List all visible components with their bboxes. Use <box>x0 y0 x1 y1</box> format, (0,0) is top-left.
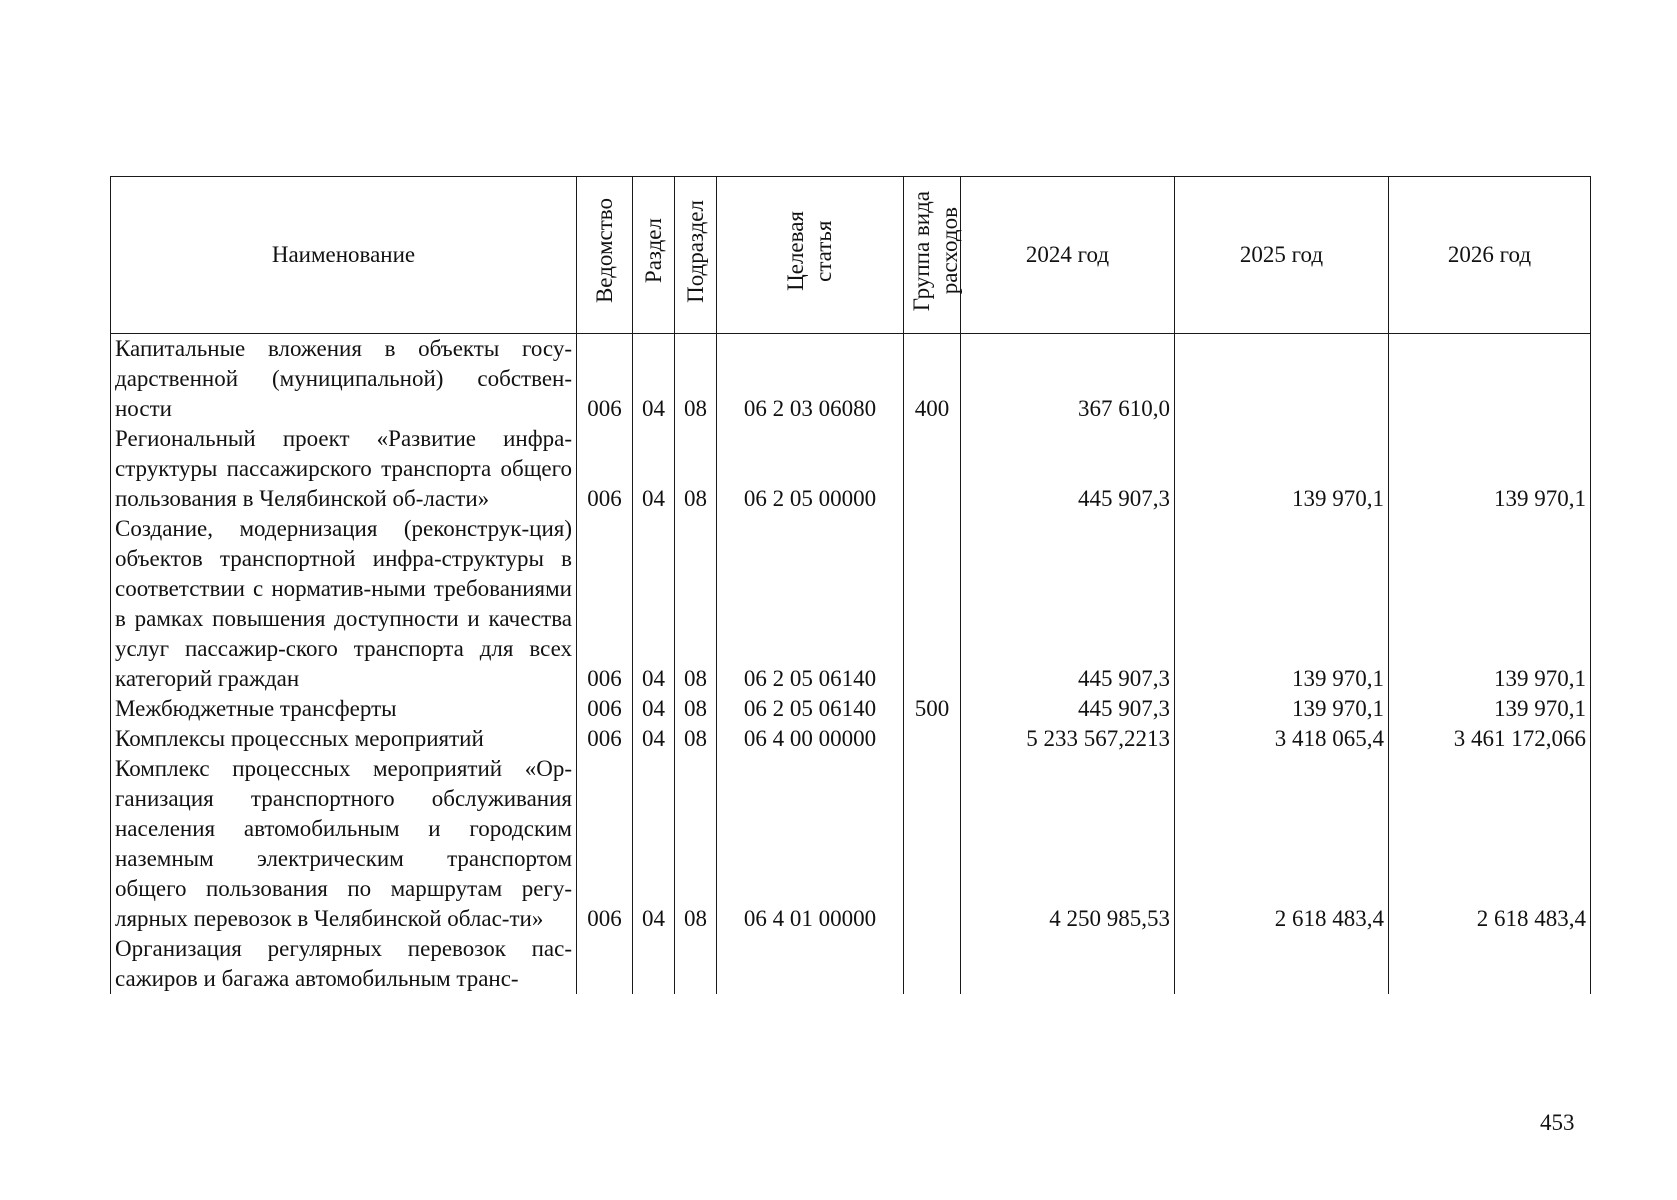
header-year-2025: 2025 год <box>1175 177 1389 334</box>
row-podrazdel: 08 <box>675 754 717 934</box>
row-celevaya: 06 2 05 06140 <box>717 514 904 694</box>
row-celevaya: 06 4 01 00000 <box>717 754 904 934</box>
row-podrazdel <box>675 934 717 994</box>
row-2025: 139 970,1 <box>1175 694 1389 724</box>
row-name: Комплексы процессных мероприятий <box>111 724 577 754</box>
row-razdel: 04 <box>633 754 675 934</box>
table-body <box>111 334 1591 995</box>
row-vedomstvo: 006 <box>577 694 633 724</box>
row-2024: 445 907,3 <box>961 694 1175 724</box>
row-gruppa: 500 <box>904 694 961 724</box>
row-2024: 445 907,3 <box>961 424 1175 514</box>
table-row <box>111 334 1591 425</box>
table-row <box>111 724 1591 754</box>
row-name: Комплекс процессных мероприятий «Ор-ганизация транспортного обслуживания населения автомобильным и городским наземным электрическим транспортом общего пользования по маршрутам регу-лярных перевозок в Челябинской облас-ти» <box>111 754 577 934</box>
table-row <box>111 694 1591 724</box>
row-name: Создание, модернизация (реконструк-ция) объектов транспортной инфра-структуры в соответствии с норматив-ными требованиями в рамках повышения доступности и качества услуг пассажир-ского транспорта для всех категорий граждан <box>111 514 577 694</box>
header-year-2026: 2026 год <box>1389 177 1591 334</box>
row-celevaya: 06 2 05 00000 <box>717 424 904 514</box>
table-row <box>111 934 1591 994</box>
row-podrazdel: 08 <box>675 724 717 754</box>
row-vedomstvo: 006 <box>577 334 633 425</box>
row-celevaya: 06 4 00 00000 <box>717 724 904 754</box>
row-vedomstvo: 006 <box>577 724 633 754</box>
row-2025: 2 618 483,4 <box>1175 754 1389 934</box>
row-gruppa <box>904 754 961 934</box>
row-2025: 139 970,1 <box>1175 514 1389 694</box>
header-gruppa: Группа вида расходов <box>904 177 961 334</box>
row-2024: 4 250 985,53 <box>961 754 1175 934</box>
table-header-row <box>111 177 1591 334</box>
header-year-2024: 2024 год <box>961 177 1175 334</box>
row-2025 <box>1175 334 1389 425</box>
budget-table <box>110 176 1591 994</box>
row-2024: 367 610,0 <box>961 334 1175 425</box>
header-razdel: Раздел <box>633 177 675 334</box>
page-number: 453 <box>1540 1110 1575 1135</box>
row-2025: 139 970,1 <box>1175 424 1389 514</box>
header-celevaya: Целевая статья <box>717 177 904 334</box>
row-razdel: 04 <box>633 514 675 694</box>
row-vedomstvo <box>577 934 633 994</box>
table-row <box>111 424 1591 514</box>
row-2026 <box>1389 334 1591 425</box>
row-name: Межбюджетные трансферты <box>111 694 577 724</box>
row-gruppa <box>904 724 961 754</box>
row-gruppa: 400 <box>904 334 961 425</box>
row-celevaya: 06 2 05 06140 <box>717 694 904 724</box>
row-2025 <box>1175 934 1389 994</box>
row-2026: 139 970,1 <box>1389 424 1591 514</box>
row-razdel: 04 <box>633 424 675 514</box>
row-vedomstvo: 006 <box>577 514 633 694</box>
row-gruppa <box>904 514 961 694</box>
row-2026: 139 970,1 <box>1389 694 1591 724</box>
row-2024: 445 907,3 <box>961 514 1175 694</box>
row-podrazdel: 08 <box>675 514 717 694</box>
row-vedomstvo: 006 <box>577 424 633 514</box>
row-2026: 2 618 483,4 <box>1389 754 1591 934</box>
row-podrazdel: 08 <box>675 694 717 724</box>
row-gruppa <box>904 424 961 514</box>
row-gruppa <box>904 934 961 994</box>
row-name: Региональный проект «Развитие инфра-структуры пассажирского транспорта общего пользования в Челябинской об-ласти» <box>111 424 577 514</box>
row-razdel: 04 <box>633 724 675 754</box>
row-name: Капитальные вложения в объекты госу-дарственной (муниципальной) собствен-ности <box>111 334 577 425</box>
row-name: Организация регулярных перевозок пас-сажиров и багажа автомобильным транс- <box>111 934 577 994</box>
table-row <box>111 514 1591 694</box>
row-2026: 139 970,1 <box>1389 514 1591 694</box>
row-razdel <box>633 934 675 994</box>
header-vedomstvo: Ведомство <box>577 177 633 334</box>
row-razdel: 04 <box>633 694 675 724</box>
row-2024: 5 233 567,2213 <box>961 724 1175 754</box>
row-podrazdel: 08 <box>675 424 717 514</box>
row-2026: 3 461 172,066 <box>1389 724 1591 754</box>
row-razdel: 04 <box>633 334 675 425</box>
row-2026 <box>1389 934 1591 994</box>
header-podrazdel: Подраздел <box>675 177 717 334</box>
row-vedomstvo: 006 <box>577 754 633 934</box>
table-row <box>111 754 1591 934</box>
row-celevaya <box>717 934 904 994</box>
row-celevaya: 06 2 03 06080 <box>717 334 904 425</box>
row-podrazdel: 08 <box>675 334 717 425</box>
row-2025: 3 418 065,4 <box>1175 724 1389 754</box>
header-name: Наименование <box>111 177 577 334</box>
row-2024 <box>961 934 1175 994</box>
